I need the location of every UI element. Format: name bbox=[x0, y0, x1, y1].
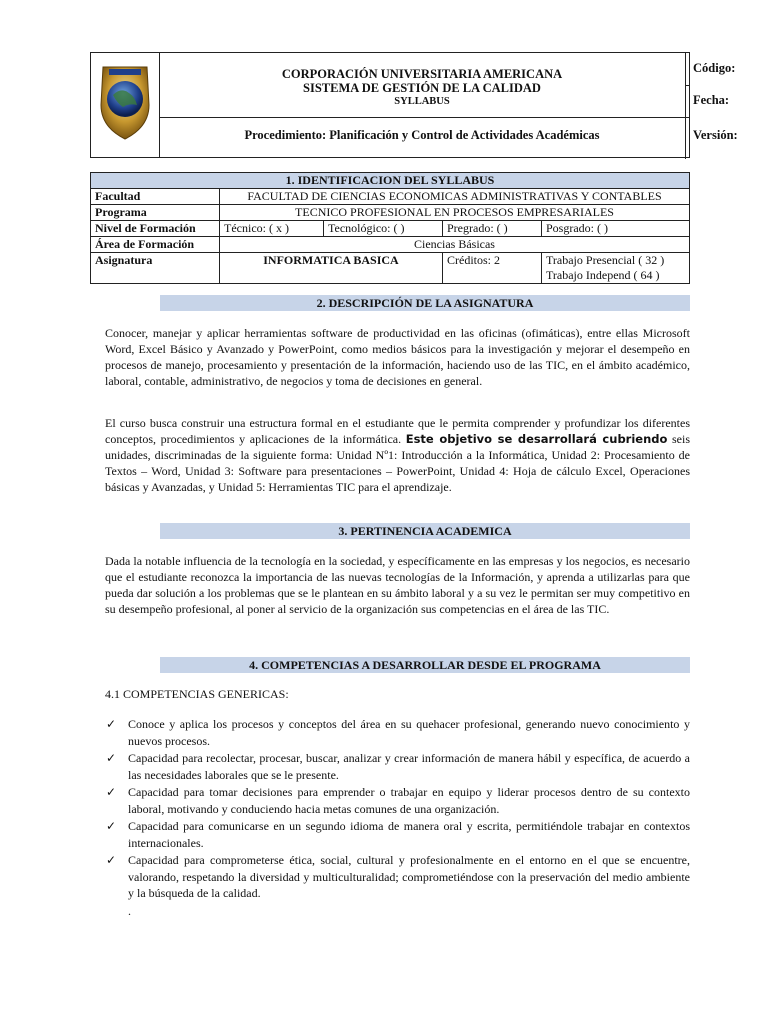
posgrado-option: Posgrado: ( ) bbox=[542, 221, 690, 237]
quality-system: SISTEMA DE GESTIÓN DE LA CALIDAD bbox=[303, 81, 541, 95]
list-item: ✓ Capacidad para recolectar, procesar, buscar, analizar y crear información de manera hábil y específica, de acuerdo a las necesidades laborales que se le presente. bbox=[106, 751, 690, 782]
table-row bbox=[91, 253, 690, 284]
list-item: ✓ Capacidad para comunicarse en un segundo idioma de manera oral y escrita, permitiéndole trabajar en contextos internacionales. bbox=[106, 819, 690, 850]
procedure-title: Procedimiento: Planificación y Control de Actividades Académicas bbox=[244, 128, 600, 142]
asignatura-value: INFORMATICA BASICA bbox=[220, 253, 443, 284]
trabajo-presencial: Trabajo Presencial ( 32 ) bbox=[546, 253, 665, 267]
table-row bbox=[91, 221, 690, 237]
nivel-label: Nivel de Formación bbox=[91, 221, 220, 237]
check-icon: ✓ bbox=[106, 853, 117, 867]
area-value: Ciencias Básicas bbox=[220, 237, 690, 253]
fecha-cell bbox=[685, 85, 730, 118]
competencies-subheading: 4.1 COMPETENCIAS GENERICAS: bbox=[105, 687, 289, 701]
description-paragraph-2: El curso busca construir una estructura formal en el estudiante que le permita comprender y profundizar los diferentes conceptos, procedimientos y aplicaciones de la informática. Este objetivo se desarrollará cubriendo seis unidades, discriminadas de la siguiente forma: Unidad Nº1: Introducción a la Informática, Unidad 2: Procesamiento de Textos – Word, Unidad 3: Software para presentaciones – PowerPoint, Unidad 4: Hoja de cálculo Excel, Operaciones básicas y Avanzadas, y Unidad 5: Herramientas TIC para el aprendizaje. bbox=[105, 416, 691, 494]
org-name: CORPORACIÓN UNIVERSITARIA AMERICANA bbox=[281, 67, 563, 81]
trabajo-independiente: Trabajo Independ ( 64 ) bbox=[546, 268, 660, 282]
programa-label: Programa bbox=[91, 205, 220, 221]
list-item: ✓ Capacidad para tomar decisiones para emprender o trabajar en equipo y liderar procesos dentro de su contexto laboral, motivando y conduciendo hacia metas comunes de una organización. bbox=[106, 785, 690, 816]
facultad-label: Facultad bbox=[91, 189, 220, 205]
table-row bbox=[91, 205, 690, 221]
logo-cell bbox=[91, 53, 160, 158]
section-4-heading: 4. COMPETENCIAS A DESARROLLAR DESDE EL PROGRAMA bbox=[160, 657, 690, 673]
trailing-mark: . bbox=[128, 903, 131, 918]
version-cell bbox=[685, 117, 738, 159]
pregrado-option: Pregrado: ( ) bbox=[443, 221, 542, 237]
trabajo-cell bbox=[542, 253, 690, 284]
table-row bbox=[91, 189, 690, 205]
competencies-list bbox=[106, 716, 690, 920]
programa-value: TECNICO PROFESIONAL EN PROCESOS EMPRESARIALES bbox=[220, 205, 690, 221]
document-header bbox=[90, 52, 738, 158]
version-label: Versión: bbox=[693, 128, 738, 142]
objective-emphasis: Este objetivo se desarrollará cubriendo bbox=[405, 432, 668, 446]
description-paragraph-1: Conocer, manejar y aplicar herramientas software de productividad en las oficinas (ofimáticas), entre ellas Microsoft Word, Excel Básico y Avanzado y PowerPoint, como medios básicos para la investigación y mejorar el desempeño en procesos de manejo, procesamiento y presentación de la información, haciendo uso de las TIC, en el ámbito académico, laboral, contable, administrativo, de negocios y toma de decisiones en general. bbox=[105, 326, 690, 388]
tecnologico-option: Tecnológico: ( ) bbox=[324, 221, 443, 237]
university-logo-icon bbox=[91, 57, 159, 147]
check-icon: ✓ bbox=[106, 785, 117, 799]
ident-title: 1. IDENTIFICACION DEL SYLLABUS bbox=[91, 173, 690, 189]
procedure-cell bbox=[159, 117, 686, 159]
list-item: ✓ Capacidad para comprometerse ética, social, cultural y profesionalmente en el entorno en el que se encuentre, valorando, respetando la diversidad y multiculturalidad; comprometiéndose con la preservación del medio ambiente y la búsqueda de la calidad. bbox=[106, 853, 690, 900]
check-icon: ✓ bbox=[106, 751, 117, 765]
check-icon: ✓ bbox=[106, 717, 117, 731]
check-icon: ✓ bbox=[106, 819, 117, 833]
tecnico-option: Técnico: ( x ) bbox=[220, 221, 324, 237]
codigo-cell bbox=[685, 53, 736, 86]
section-3-heading: 3. PERTINENCIA ACADEMICA bbox=[160, 523, 690, 539]
area-label: Área de Formación bbox=[91, 237, 220, 253]
list-item: ✓ Conoce y aplica los procesos y conceptos del área en su quehacer profesional, generando nuevo conocimiento y nuevos procesos. bbox=[106, 717, 690, 748]
facultad-value: FACULTAD DE CIENCIAS ECONOMICAS ADMINISTRATIVAS Y CONTABLES bbox=[220, 189, 690, 205]
fecha-label: Fecha: bbox=[693, 93, 730, 107]
pertinence-paragraph: Dada la notable influencia de la tecnología en la sociedad, y específicamente en las empresas y los negocios, es necesario que el estudiante reconozca la importancia de las nuevas tecnologías de la Información, y aprenda a utilizarlas para que pueda dar solución a los problemas que se le plantean en su ámbito laboral y a su vez le permitan ser muy competitivo en su desempeño profesional, al poner al servicio de la organización sus competencias en el área de las TIC. bbox=[105, 554, 690, 616]
asignatura-label: Asignatura bbox=[91, 253, 220, 284]
title-cell bbox=[159, 53, 686, 117]
doc-type: SYLLABUS bbox=[394, 96, 450, 107]
section-2-heading: 2. DESCRIPCIÓN DE LA ASIGNATURA bbox=[160, 295, 690, 311]
creditos-value: Créditos: 2 bbox=[443, 253, 542, 284]
table-row bbox=[91, 237, 690, 253]
identification-table bbox=[90, 172, 690, 284]
codigo-label: Código: bbox=[693, 61, 736, 75]
